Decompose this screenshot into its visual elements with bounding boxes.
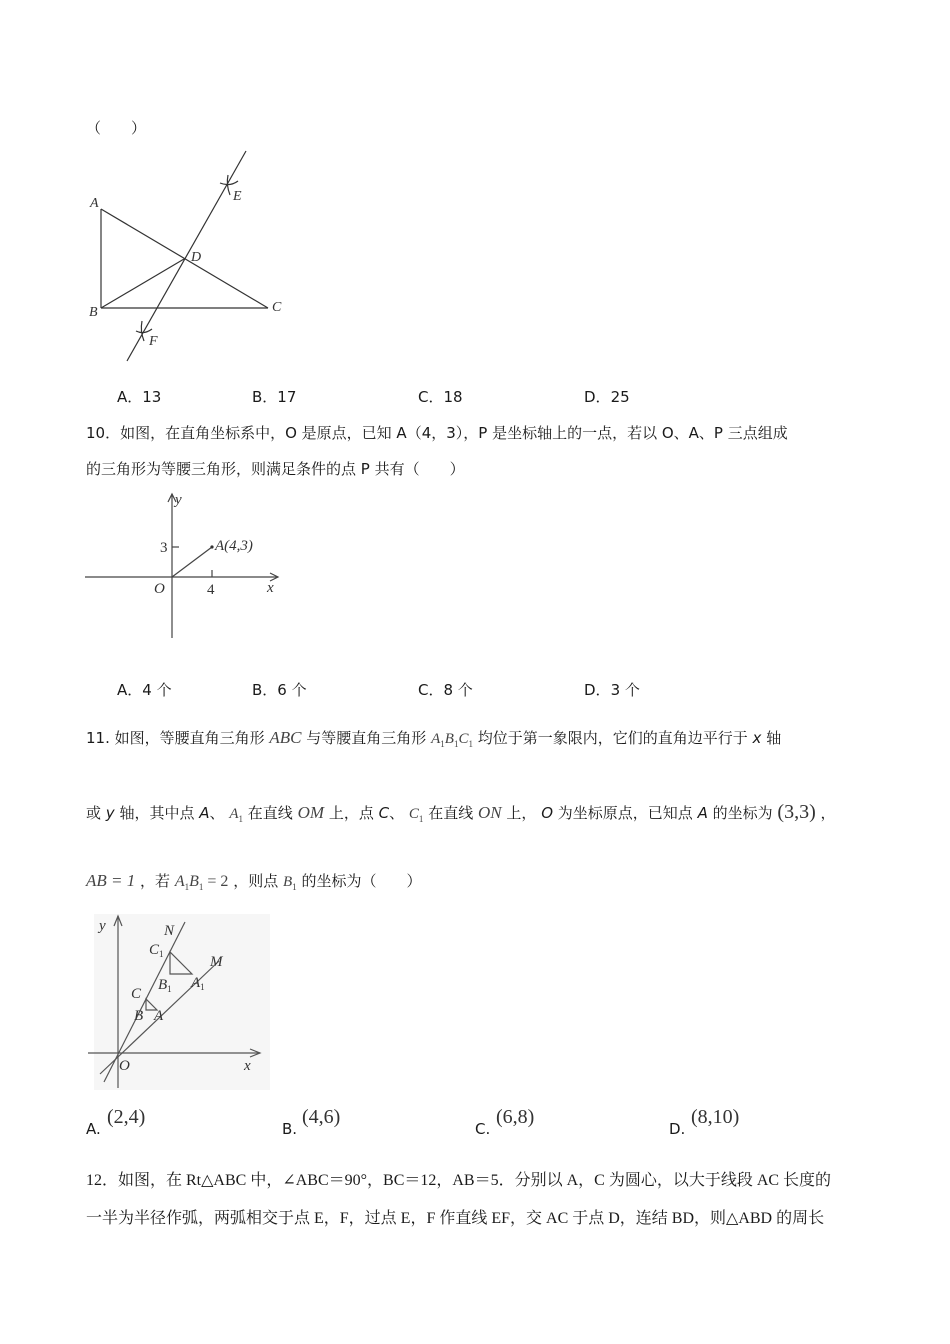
q11-label-c1: $C_1$ — [149, 942, 164, 959]
q10-label-x: x — [267, 580, 274, 596]
q9-label-e: E — [233, 189, 242, 204]
q11-label-o: O — [119, 1058, 130, 1074]
q12-line2: 一半为半径作弧，两弧相交于点 E，F，过点 E，F 作直线 EF，交 AC 于点 D，连结 BD，则△ABD 的周长 — [86, 1210, 825, 1227]
q9-line-ef — [127, 151, 246, 361]
q11-line1: 11. 如图，等腰直角三角形 ABC 与等腰直角三角形 $A_1B_1C_1$ 均位于第一象限内，它们的直角边平行于 x 轴 — [86, 728, 782, 749]
q11-option-b-value[interactable]: (4,6) — [302, 1106, 341, 1128]
q11-option-d-value[interactable]: (8,10) — [691, 1106, 740, 1128]
q9-label-a: A — [90, 196, 99, 211]
q9-answer-paren: （ ） — [86, 119, 147, 137]
q9-option-d[interactable]: D．25 — [584, 388, 630, 406]
q9-label-d: D — [191, 250, 202, 265]
q10-label-y: y — [175, 492, 182, 508]
q9-label-c: C — [272, 300, 282, 315]
q9-label-f: F — [149, 334, 158, 349]
q11-label-a1: $A_1$ — [191, 975, 205, 992]
q11-label-n: N — [164, 923, 175, 939]
q11-label-c: C — [131, 986, 142, 1002]
q10-label-o: O — [154, 581, 165, 597]
q11-label-b1: $B_1$ — [158, 977, 172, 994]
q9-option-a[interactable]: A．13 — [117, 388, 162, 406]
q10-line2: 的三角形为等腰三角形，则满足条件的点 P 共有（ ） — [86, 460, 465, 478]
q11-line2: 或 y 轴，其中点 A、 $A_1$ 在直线 OM 上，点 C、 $C_1$ 在直线 ON 上， O 为坐标原点，已知点 A 的坐标为 (3,3) ， — [86, 801, 836, 824]
q11-option-a-letter[interactable]: A. — [86, 1120, 101, 1138]
q10-segment-oa — [172, 547, 212, 577]
q10-option-c[interactable]: C．8 个 — [418, 681, 473, 699]
q11-label-y: y — [99, 918, 106, 934]
q11-label-b: B — [134, 1008, 144, 1024]
q9-figure — [80, 145, 310, 370]
q11-option-c-letter[interactable]: C. — [475, 1120, 491, 1138]
q11-option-b-letter[interactable]: B. — [282, 1120, 298, 1138]
q9-option-c[interactable]: C．18 — [418, 388, 463, 406]
q10-label-3: 3 — [160, 540, 168, 556]
q11-line3: AB = 1 ，若 $A_1B_1 = 2$ ，则点 $B_1$ 的坐标为（ ） — [86, 871, 422, 893]
q11-options — [0, 1106, 950, 1140]
q10-option-a[interactable]: A．4 个 — [117, 681, 172, 699]
q9-label-b: B — [89, 305, 98, 320]
q10-figure — [80, 488, 290, 648]
q10-label-4: 4 — [207, 582, 215, 598]
q11-label-x: x — [244, 1058, 251, 1074]
q11-option-c-value[interactable]: (6,8) — [496, 1106, 535, 1128]
q11-option-a-value[interactable]: (2,4) — [107, 1106, 146, 1128]
q10-option-d[interactable]: D．3 个 — [584, 681, 640, 699]
q11-option-d-letter[interactable]: D. — [669, 1120, 686, 1138]
q10-label-a: A(4,3) — [215, 538, 253, 554]
q10-options — [0, 679, 950, 703]
q9-options — [0, 386, 950, 410]
q11-label-m: M — [210, 954, 223, 970]
q12-line1: 12．如图，在 Rt△ABC 中，∠ABC＝90°，BC＝12，AB＝5．分别以 A，C 为圆心，以大于线段 AC 长度的 — [86, 1172, 832, 1189]
q11-label-a: A — [154, 1008, 164, 1024]
q10-point-a — [210, 545, 213, 548]
q10-line1: 10．如图，在直角坐标系中，O 是原点，已知 A（4，3），P 是坐标轴上的一点，若以 O、A、P 三点组成 — [86, 424, 788, 442]
q10-option-b[interactable]: B．6 个 — [252, 681, 307, 699]
q9-option-b[interactable]: B．17 — [252, 388, 297, 406]
q11-figure — [84, 910, 274, 1095]
